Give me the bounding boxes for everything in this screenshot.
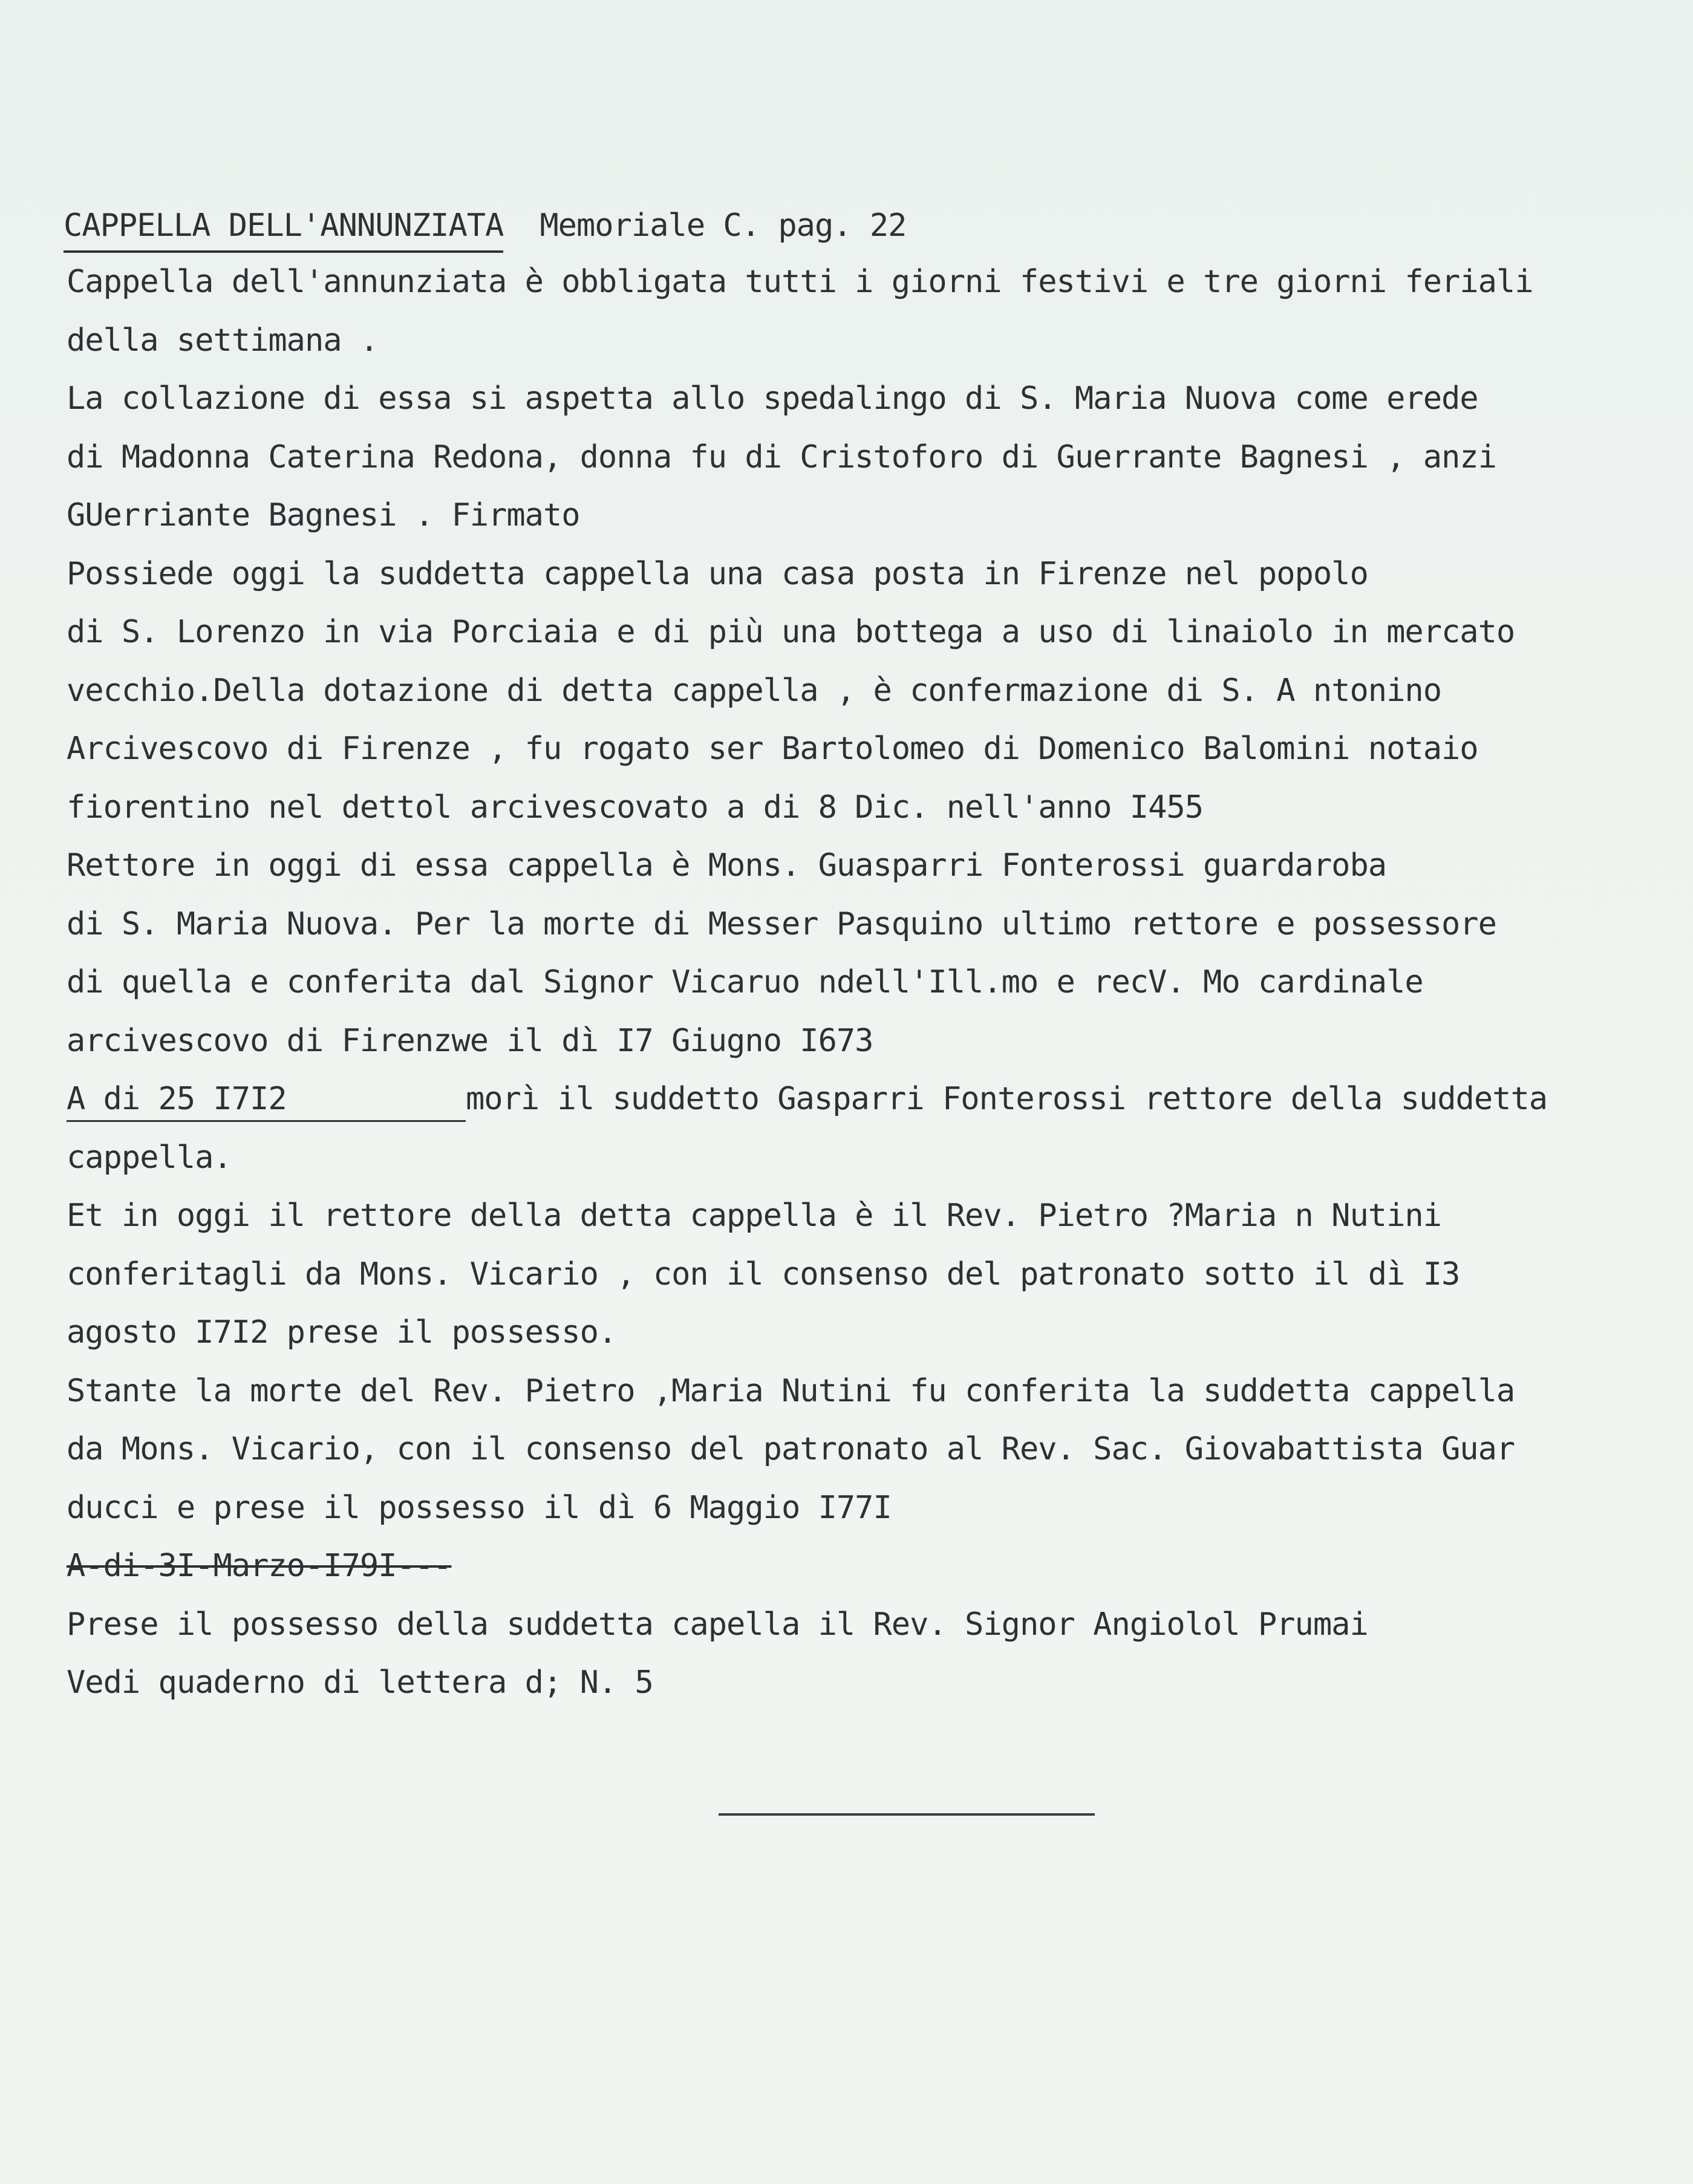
text-line: Arcivescovo di Firenze , fu rogato ser Bartolomeo di Domenico Balomini notaio bbox=[67, 731, 1478, 767]
heading-reference: Memoriale C. pag. 22 bbox=[540, 207, 907, 244]
underlined-date: A di 25 I7I2 bbox=[67, 1078, 466, 1122]
struck-date: A-di-3I-Marzo-I79I--- bbox=[67, 1548, 452, 1584]
text-line: La collazione di essa si aspetta allo spedalingo di S. Maria Nuova come erede bbox=[67, 380, 1478, 417]
text-line: di S. Maria Nuova. Per la morte di Messer Pasquino ultimo rettore e possessore bbox=[67, 905, 1496, 942]
text-line: GUerriante Bagnesi . Firmato bbox=[67, 497, 580, 533]
date-entry-line bbox=[67, 1070, 1669, 1129]
text-line: Possiede oggi la suddetta cappella una casa posta in Firenze nel popolo bbox=[67, 555, 1368, 592]
heading-title: CAPPELLA DELL'ANNUNZIATA bbox=[64, 204, 503, 253]
text-line: conferitagli da Mons. Vicario , con il consenso del patronato sotto il dì I3 bbox=[67, 1256, 1460, 1292]
text-line: Vedi quaderno di lettera d; N. 5 bbox=[67, 1664, 653, 1701]
text-line: Et in oggi il rettore della detta cappella è il Rev. Pietro ?Maria n Nutini bbox=[67, 1198, 1441, 1234]
struck-line bbox=[67, 1537, 1669, 1596]
text-line: di S. Lorenzo in via Porciaia e di più una bottega a uso di linaiolo in mercato bbox=[67, 614, 1515, 650]
text-line: Stante la morte del Rev. Pietro ,Maria Nutini fu conferita la suddetta cappella bbox=[67, 1372, 1515, 1409]
text-line: Rettore in oggi di essa cappella è Mons. Guasparri Fonterossi guardaroba bbox=[67, 847, 1387, 884]
text-line: vecchio.Della dotazione di detta cappella , è confermazione di S. A ntonino bbox=[67, 672, 1441, 709]
document-body bbox=[67, 253, 1669, 1712]
text-line: di quella e conferita dal Signor Vicaruo ndell'Ill.mo e recV. Mo cardinale bbox=[67, 964, 1423, 1000]
text-line: cappella. bbox=[67, 1139, 232, 1176]
text-line: Cappella dell'annunziata è obbligata tutti i giorni festivi e tre giorni feriali bbox=[67, 264, 1533, 300]
closing-divider bbox=[719, 1813, 1095, 1816]
text-line: da Mons. Vicario, con il consenso del patronato al Rev. Sac. Giovabattista Guar bbox=[67, 1431, 1515, 1467]
text-line: della settimana . bbox=[67, 322, 379, 359]
text-line: ducci e prese il possesso il dì 6 Maggio I77I bbox=[67, 1489, 892, 1526]
text-line: agosto I7I2 prese il possesso. bbox=[67, 1314, 617, 1351]
text-line: Prese il possesso della suddetta capella il Rev. Signor Angiolol Prumai bbox=[67, 1606, 1368, 1643]
date-entry-text: morì il suddetto Gasparri Fonterossi rettore della suddetta bbox=[466, 1081, 1548, 1117]
text-line: di Madonna Caterina Redona, donna fu di Cristoforo di Guerrante Bagnesi , anzi bbox=[67, 438, 1496, 475]
text-line: fiorentino nel dettol arcivescovato a di 8 Dic. nell'anno I455 bbox=[67, 789, 1204, 826]
document-heading bbox=[64, 204, 907, 253]
text-line: arcivescovo di Firenzwe il dì I7 Giugno I673 bbox=[67, 1022, 873, 1059]
